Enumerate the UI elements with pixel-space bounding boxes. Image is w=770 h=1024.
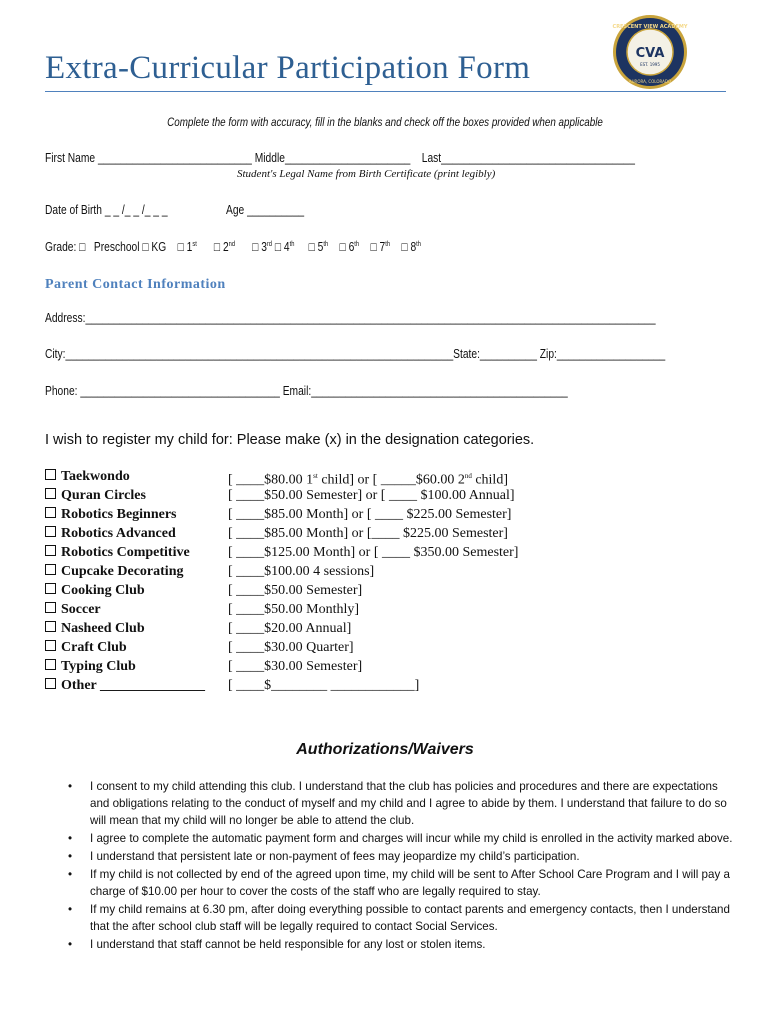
form-instructions: Complete the form with accuracy, fill in the blanks and check off the boxes provided when applicable <box>167 115 603 129</box>
list-item: • I understand that staff cannot be held responsible for any lost or stolen items. <box>68 938 486 951</box>
activity-price: [ ____$80.00 1st child] or [ _____$60.00 2nd child] <box>228 472 508 488</box>
school-seal-logo <box>612 14 688 90</box>
activity-row[interactable] <box>45 486 515 505</box>
state-label: State: <box>453 347 480 361</box>
middle-label: Middle <box>254 151 285 165</box>
grade-row: Grade: □ Preschool □ KG □ 1st □ 2nd □ 3rd □ 4th □ 5th □ 6th □ 7th □ 8th <box>45 240 421 254</box>
age-field[interactable]: Age __________ <box>226 203 305 217</box>
grade-8[interactable]: 8th <box>410 240 421 254</box>
bullet-icon: • <box>68 868 73 881</box>
activity-row[interactable] <box>45 619 352 638</box>
title-underline <box>45 91 726 92</box>
grade-3[interactable]: 3rd <box>261 240 273 254</box>
activity-price: [ ____$100.00 4 sessions] <box>228 564 375 579</box>
list-item: • If my child remains at 6.30 pm, after doing everything possible to contact parents and emergency contacts, then I understand that the after school club staff will be legally required to contact Social Services. <box>68 903 730 933</box>
grade-5[interactable]: 5th <box>317 240 329 254</box>
activity-name: Robotics Beginners <box>61 507 177 522</box>
checkbox-icon[interactable] <box>45 488 56 499</box>
checkbox-icon[interactable] <box>45 469 56 480</box>
bullet-icon: • <box>68 780 73 793</box>
activity-row[interactable] <box>45 543 519 562</box>
first-name-label: First Name <box>45 151 96 165</box>
zip-label: Zip: <box>539 347 557 361</box>
dob-label: Date of Birth <box>45 203 102 217</box>
activity-price: [ ____$30.00 Semester] <box>228 659 363 674</box>
phone-label: Phone: <box>45 384 78 398</box>
phone-email-row[interactable]: Phone: ___________________________________ Email:_____________________________________________ <box>45 384 568 398</box>
activity-row[interactable] <box>45 467 508 488</box>
activity-name: Taekwondo <box>61 469 130 484</box>
activity-price: [ ____$85.00 Month] or [ ____ $225.00 Semester] <box>228 507 512 522</box>
activity-name: Cupcake Decorating <box>61 564 184 579</box>
address-field[interactable]: Address:____________________________________________________________________________________________________ <box>45 311 656 325</box>
authorizations-heading: Authorizations/Waivers <box>296 741 474 758</box>
checkbox-icon[interactable] <box>45 526 56 537</box>
age-label: Age <box>226 203 245 217</box>
activity-name: Soccer <box>61 602 101 617</box>
activity-row[interactable] <box>45 562 375 581</box>
activity-price: [ ____$30.00 Quarter] <box>228 640 354 655</box>
checkbox-icon[interactable] <box>45 678 56 689</box>
grade-kg[interactable]: KG <box>151 240 167 254</box>
bullet-icon: • <box>68 938 73 951</box>
checkbox-icon[interactable] <box>45 602 56 613</box>
bullet-icon: • <box>68 903 73 916</box>
activity-row[interactable] <box>45 581 363 600</box>
activity-row[interactable] <box>45 524 508 543</box>
grade-preschool[interactable]: Preschool <box>93 240 140 254</box>
activity-row[interactable] <box>45 505 512 524</box>
checkbox-icon[interactable] <box>45 659 56 670</box>
activity-name: Robotics Competitive <box>61 545 190 560</box>
activity-price: [ ____$50.00 Monthly] <box>228 602 360 617</box>
activity-price: [ ____$85.00 Month] or [____ $225.00 Semester] <box>228 526 508 541</box>
authorizations-list <box>68 778 733 954</box>
logo-bottom-text: AURORA, COLORADO <box>628 79 672 84</box>
grade-6[interactable]: 6th <box>348 240 360 254</box>
list-item: • I agree to complete the automatic payment form and charges will incur while my child is enrolled in the activity marked above. <box>68 832 733 845</box>
logo-initials: CVA <box>635 46 665 61</box>
activity-price: [ ____$125.00 Month] or [ ____ $350.00 Semester] <box>228 545 519 560</box>
activity-price: [ ____$50.00 Semester] <box>228 583 363 598</box>
checkbox-icon[interactable] <box>45 507 56 518</box>
parent-contact-heading: Parent Contact Information <box>45 277 226 292</box>
bullet-icon: • <box>68 832 73 845</box>
logo-top-text: CRESCENT VIEW ACADEMY <box>612 24 688 30</box>
activity-row[interactable] <box>45 600 360 619</box>
activity-name: Craft Club <box>61 640 127 655</box>
dob-mask: _ _ /_ _ /_ _ _ <box>104 203 168 217</box>
city-label: City: <box>45 347 66 361</box>
grade-2[interactable]: 2nd <box>222 240 236 254</box>
activity-name: Nasheed Club <box>61 621 145 636</box>
last-label: Last <box>421 151 442 165</box>
city-state-zip-row[interactable]: City:____________________________________________________________________State:__________ Zip:___________________ <box>45 347 666 361</box>
email-label: Email: <box>282 384 312 398</box>
first-name-field[interactable]: First Name ___________________________ Middle______________________ Last__________________________________ <box>45 151 635 165</box>
activity-list <box>45 467 519 695</box>
checkbox-icon[interactable] <box>45 564 56 575</box>
activity-name: Quran Circles <box>61 488 146 503</box>
activity-name: Robotics Advanced <box>61 526 176 541</box>
grade-7[interactable]: 7th <box>379 240 391 254</box>
address-label: Address: <box>45 311 86 325</box>
activity-row[interactable] <box>45 676 420 695</box>
activity-row[interactable] <box>45 657 363 676</box>
grade-4[interactable]: 4th <box>283 240 295 254</box>
activity-price: [ ____$20.00 Annual] <box>228 621 352 636</box>
activity-price: [ ____$________ ____________] <box>228 678 420 693</box>
checkbox-icon[interactable] <box>45 583 56 594</box>
dob-field[interactable] <box>45 203 168 217</box>
logo-est: EST. 1995 <box>640 62 660 67</box>
checkbox-icon[interactable] <box>45 621 56 632</box>
registration-intro: I wish to register my child for: Please make (x) in the designation categories. <box>45 432 535 448</box>
activity-row[interactable] <box>45 638 354 657</box>
checkbox-icon[interactable] <box>45 545 56 556</box>
page-title: Extra-Curricular Participation Form <box>45 50 531 86</box>
activity-price: [ ____$50.00 Semester] or [ ____ $100.00 Annual] <box>228 488 515 503</box>
list-item: • If my child is not collected by end of the agreed upon time, my child will be sent to After School Care Program and I will pay a charge of $10.00 per hour to cover the costs of the staff who are legally required to stay. <box>68 868 730 898</box>
grade-1[interactable]: 1st <box>186 240 197 254</box>
activity-name: Cooking Club <box>61 583 145 598</box>
checkbox-icon[interactable] <box>45 640 56 651</box>
activity-name: Other _______________ <box>61 678 206 693</box>
grade-label: Grade: <box>45 240 77 254</box>
list-item: • I understand that persistent late or non-payment of fees may jeopardize my child’s participation. <box>68 850 580 863</box>
bullet-icon: • <box>68 850 73 863</box>
list-item: • I consent to my child attending this club. I understand that the club has policies and procedures and there are expectations and obligations relating to the conduct of myself and my child and I agree to abide by them. I understand that failure to do so will mean that my child will no longer be able to attend the club. <box>68 780 727 827</box>
activity-name: Typing Club <box>61 659 136 674</box>
legal-name-note: Student's Legal Name from Birth Certificate (print legibly) <box>237 168 496 180</box>
